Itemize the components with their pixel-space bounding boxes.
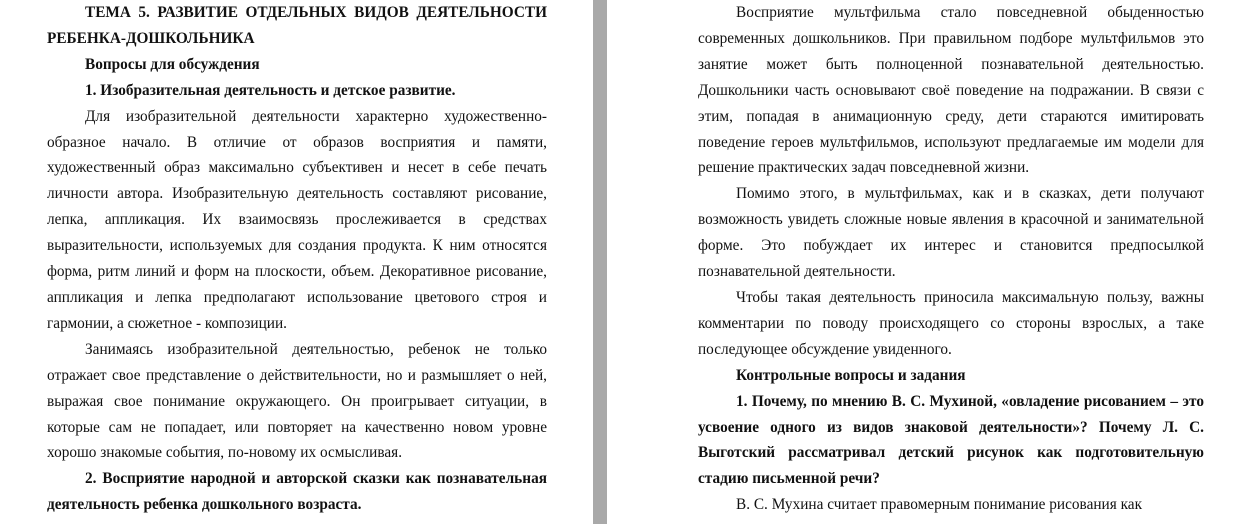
discussion-questions-heading: Вопросы для обсуждения <box>85 55 260 73</box>
question-2-title: 2. Восприятие народной и авторской сказки как познавательная деятельность ребенка дошкольного возраста. <box>47 470 547 514</box>
paragraph-adult-commentary: Чтобы такая деятельность приносила максимальную пользу, важны комментарии по поводу происходящего со стороны взрослых, а таке последующее обсуждение увиденного. <box>698 288 1204 358</box>
left-text-column <box>47 0 547 518</box>
control-questions-heading: Контрольные вопросы и задания <box>736 366 966 384</box>
right-text-column <box>698 0 1204 518</box>
paragraph-cartoon-interest: Помимо этого, в мультфильмах, как и в сказках, дети получают возможность увидеть сложные новые явления в красочной и занимательной форме. Это побуждает их интерес и становится предпосылкой познавательной деятельности. <box>698 185 1204 281</box>
paragraph-child-reflection: Занимаясь изобразительной деятельностью, ребенок не только отражает свое представление о действительности, но и размышляет о ней, выражая свое понимание окружающего. Он проигрывает ситуации, в которые сам не попадает, или повторяет на качественно новом уровне хорошо знакомые события, по-новому их осмысливая. <box>47 340 547 462</box>
right-page <box>607 0 1238 524</box>
paragraph-visual-activity: Для изобразительной деятельности характерно художественно-образное начало. В отличие от образов восприятия и памяти, художественный образ максимально субъективен и несет в себе печать личности автора. Изобразительную деятельность составляют рисование, лепка, аппликация. Их взаимосвязь прослеживается в средствах выразительности, используемых для создания продукта. К ним относятся форма, ритм линий и форм на плоскости, объем. Декоративное рисование, аппликация и лепка предполагают использование цветового строя и гармонии, а сюжетное - композиции. <box>47 107 547 332</box>
paragraph-cartoon-perception: Восприятие мультфильма стало повседневной обыденностью современных дошкольников. При правильном подборе мультфильмов это занятие может быть полноценной познавательной деятельностью. Дошкольники часть основывают своё поведение на подражании. В связи с этим, попадая в анимационную среду, дети стараются имитировать поведение героев мультфильмов, используют предлагаемые им модели для решение практических задач повседневной жизни. <box>698 4 1204 177</box>
question-1-title: 1. Изобразительная деятельность и детское развитие. <box>85 81 456 99</box>
page-divider <box>593 0 607 524</box>
paragraph-mukhina-answer: В. С. Мухина считает правомерным понимание рисования как <box>736 496 1143 514</box>
left-page <box>0 0 593 524</box>
topic-heading: ТЕМА 5. РАЗВИТИЕ ОТДЕЛЬНЫХ ВИДОВ ДЕЯТЕЛЬНОСТИ РЕБЕНКА-ДОШКОЛЬНИКА <box>47 4 547 47</box>
control-question-1: 1. Почему, по мнению В. С. Мухиной, «овладение рисованием – это усвоение одного из видов знаковой деятельности»? Почему Л. С. Выготский рассматривал детский рисунок как подготовительную стадию письменной речи? <box>698 392 1204 488</box>
